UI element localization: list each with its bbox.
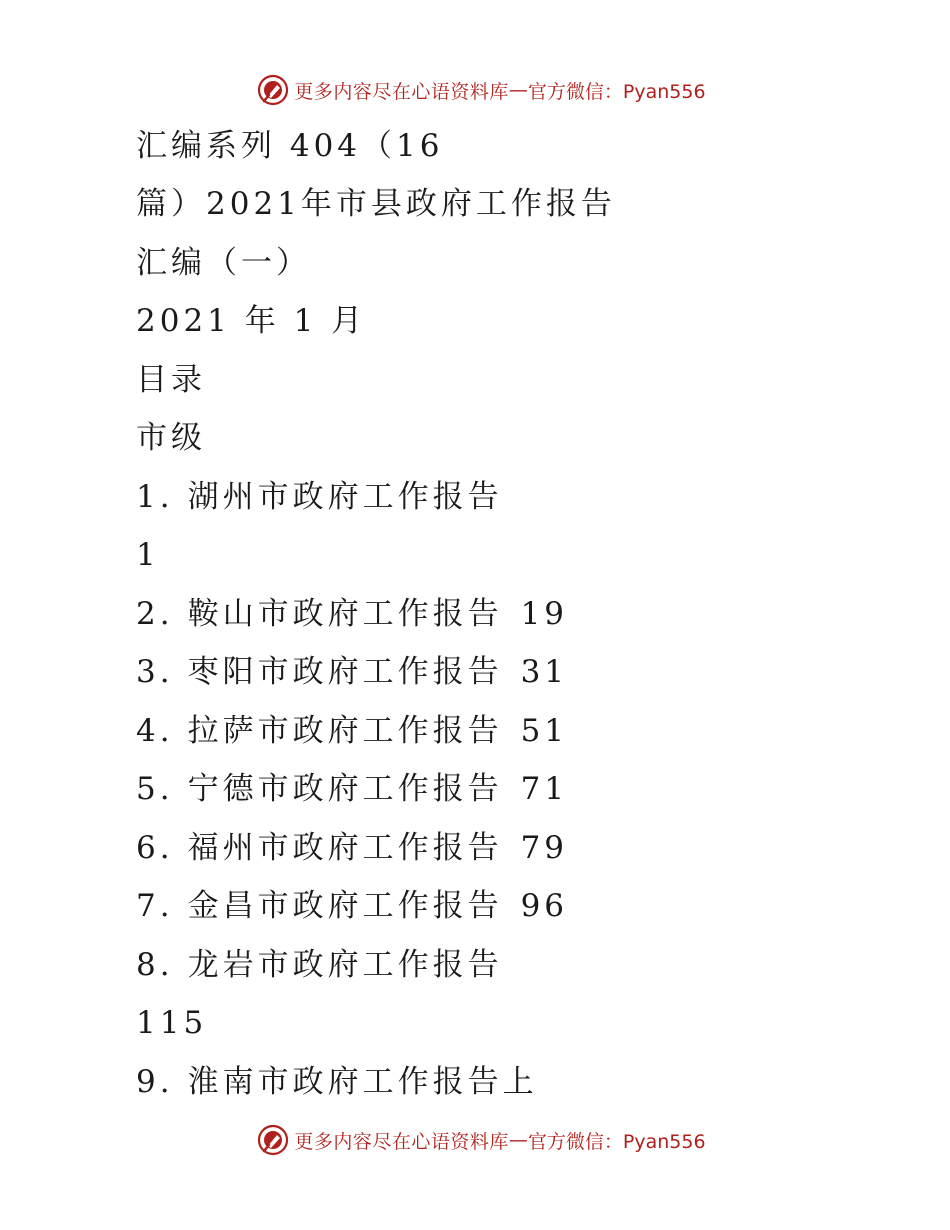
toc-entry[interactable] (136, 945, 503, 985)
toc-entry-page: 19 (520, 596, 569, 632)
toc-entry-number: 8. (136, 947, 174, 983)
toc-entry-page: 31 (520, 654, 569, 690)
watermark-separator: — (508, 79, 528, 101)
title-line-1: 汇编系列 404（16 (136, 128, 444, 164)
toc-entry-page-line (136, 535, 160, 575)
toc-entry-title: 福州市政府工作报告 (187, 830, 503, 866)
toc-entry-title: 鞍山市政府工作报告 (187, 596, 503, 632)
toc-entry-number: 2. (136, 596, 174, 632)
toc-entry-title: 龙岩市政府工作报告 (187, 947, 503, 983)
toc-entry-number: 7. (136, 888, 174, 924)
toc-entry-number: 5. (136, 771, 174, 807)
toc-entry-title: 淮南市政府工作报告上 (187, 1064, 538, 1100)
toc-entry[interactable] (136, 594, 568, 634)
toc-entry-page: 96 (520, 888, 569, 924)
toc-entry-number: 1. (136, 479, 174, 515)
title-line-2: 篇）2021年市县政府工作报告 (136, 186, 616, 222)
toc-entry-page: 79 (520, 830, 569, 866)
pen-nib-seal-icon (256, 1123, 290, 1157)
toc-entry-number: 3. (136, 654, 174, 690)
watermark-banner-bottom (0, 1120, 950, 1160)
toc-entry-title: 金昌市政府工作报告 (187, 888, 503, 924)
toc-entry-title: 拉萨市政府工作报告 (187, 713, 503, 749)
toc-entry-number: 4. (136, 713, 174, 749)
title-line-3: 汇编（一） (136, 245, 311, 281)
watermark-banner-top (0, 70, 950, 110)
toc-entry[interactable] (136, 886, 568, 926)
toc-entry[interactable] (136, 1062, 538, 1102)
pen-nib-seal-icon (256, 73, 290, 107)
toc-entry-title: 1 (136, 537, 160, 573)
toc-entry-number: 9. (136, 1064, 174, 1100)
toc-entry-number: 6. (136, 830, 174, 866)
toc-entry-page: 71 (520, 771, 569, 807)
toc-entry[interactable] (136, 711, 568, 751)
toc-entry-title: 115 (136, 1005, 208, 1041)
toc-heading: 目录 (136, 362, 206, 398)
watermark-wechat: 官方微信：Pyan556 (527, 80, 706, 103)
toc-entry-title: 宁德市政府工作报告 (187, 771, 503, 807)
toc-entry-title: 湖州市政府工作报告 (187, 479, 503, 515)
section-heading-city: 市级 (136, 420, 206, 456)
toc-entry-title: 枣阳市政府工作报告 (187, 654, 503, 690)
toc-entry-page-line (136, 1003, 207, 1043)
toc-entry[interactable] (136, 652, 568, 692)
watermark-text: 更多内容尽在心语资料库 (294, 80, 509, 103)
toc-entry[interactable] (136, 477, 503, 517)
toc-entry[interactable] (136, 828, 568, 868)
toc-entry-page: 51 (520, 713, 569, 749)
watermark-wechat: 官方微信：Pyan556 (527, 1130, 706, 1153)
watermark-separator: — (508, 1129, 528, 1151)
watermark-text: 更多内容尽在心语资料库 (294, 1130, 509, 1153)
toc-entry[interactable] (136, 769, 568, 809)
publish-date: 2021 年 1 月 (136, 303, 367, 339)
